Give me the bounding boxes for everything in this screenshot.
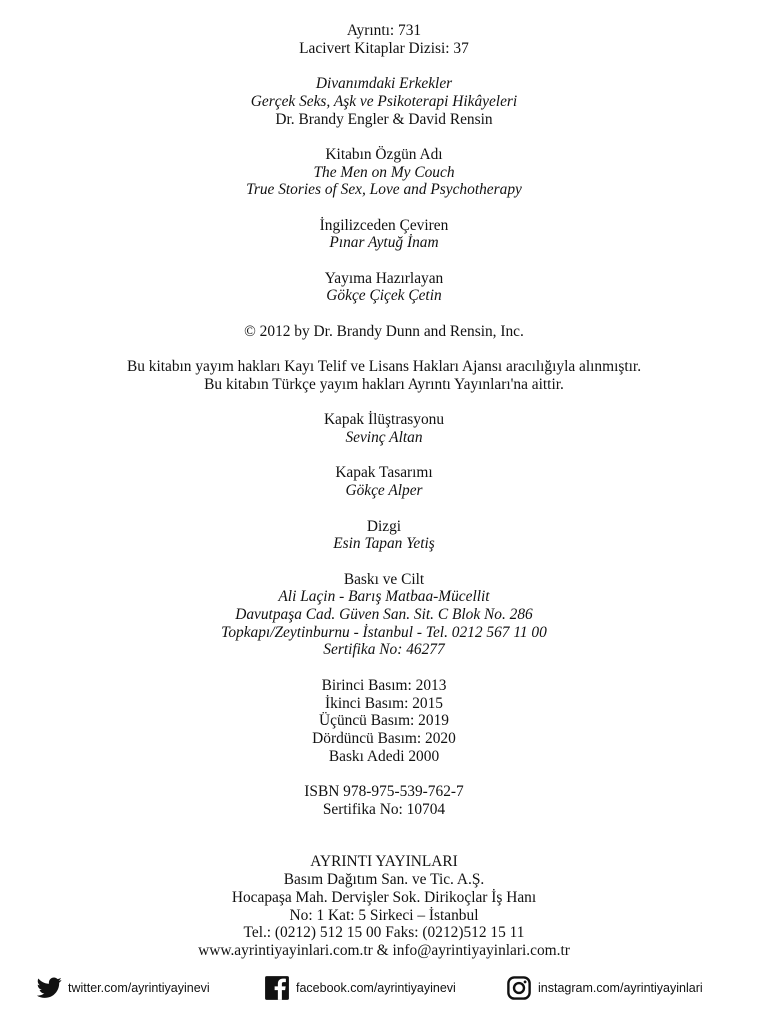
publisher-address-2: No: 1 Kat: 5 Sirkeci – İstanbul bbox=[289, 906, 479, 924]
editor-label: Yayıma Hazırlayan bbox=[324, 269, 444, 287]
twitter-link[interactable] bbox=[36, 972, 210, 1004]
cover-design-label: Kapak Tasarımı bbox=[335, 464, 433, 482]
translator-name: Pınar Aytuğ İnam bbox=[329, 234, 439, 252]
twitter-handle[interactable]: twitter.com/ayrintiyayinevi bbox=[68, 981, 210, 995]
instagram-link[interactable] bbox=[506, 972, 703, 1004]
cover-design-name: Gökçe Alper bbox=[345, 482, 423, 500]
cover-illustration-name: Sevinç Altan bbox=[345, 429, 423, 447]
printing-line-4: Sertifika No: 46277 bbox=[323, 641, 445, 659]
original-title-label: Kitabın Özgün Adı bbox=[325, 145, 443, 163]
publisher-address-1: Hocapaşa Mah. Dervişler Sok. Dirikoçlar İş Hanı bbox=[231, 888, 537, 906]
isbn: ISBN 978-975-539-762-7 bbox=[304, 783, 464, 801]
facebook-icon bbox=[264, 975, 290, 1001]
copyright-notice: © 2012 by Dr. Brandy Dunn and Rensin, Inc. bbox=[244, 322, 524, 340]
twitter-icon bbox=[36, 975, 62, 1001]
facebook-link[interactable] bbox=[264, 972, 456, 1004]
typesetting-label: Dizgi bbox=[366, 517, 402, 535]
typesetting-name: Esin Tapan Yetiş bbox=[333, 535, 435, 553]
publisher-phone: Tel.: (0212) 512 15 00 Faks: (0212)512 15 11 bbox=[243, 924, 525, 942]
book-authors: Dr. Brandy Engler & David Rensin bbox=[275, 110, 493, 128]
printing-line-2: Davutpaşa Cad. Güven San. Sit. C Blok No. 286 bbox=[235, 606, 533, 624]
edition-line: Üçüncü Basım: 2019 bbox=[319, 712, 449, 730]
translator-label: İngilizceden Çeviren bbox=[319, 216, 449, 234]
original-title: The Men on My Couch bbox=[313, 163, 455, 181]
edition-line: İkinci Basım: 2015 bbox=[325, 694, 443, 712]
cover-illustration-label: Kapak İlüştrasyonu bbox=[323, 411, 445, 429]
publisher-web[interactable]: www.ayrintiyayinlari.com.tr & info@ayrintiyayinlari.com.tr bbox=[198, 941, 570, 959]
edition-line: Dördüncü Basım: 2020 bbox=[312, 729, 456, 747]
series-collection: Lacivert Kitaplar Dizisi: 37 bbox=[299, 39, 469, 57]
imprint-page bbox=[0, 22, 768, 960]
editor-name: Gökçe Çiçek Çetin bbox=[326, 287, 442, 305]
printing-line-3: Topkapı/Zeytinburnu - İstanbul - Tel. 0212 567 11 00 bbox=[221, 623, 547, 641]
social-links bbox=[0, 972, 768, 1004]
publisher-name: AYRINTI YAYINLARI bbox=[310, 853, 458, 871]
series-number: Ayrıntı: 731 bbox=[346, 22, 422, 39]
original-subtitle: True Stories of Sex, Love and Psychotherapy bbox=[246, 181, 522, 199]
printing-label: Baskı ve Cilt bbox=[343, 570, 425, 588]
instagram-icon bbox=[506, 975, 532, 1001]
publisher-company: Basım Dağıtım San. ve Tic. A.Ş. bbox=[283, 871, 485, 889]
instagram-handle[interactable]: instagram.com/ayrintiyayinlari bbox=[538, 981, 703, 995]
book-title: Divanımdaki Erkekler bbox=[315, 75, 453, 93]
rights-line-1: Bu kitabın yayım hakları Kayı Telif ve Lisans Hakları Ajansı aracılığıyla alınmıştır. bbox=[126, 358, 642, 376]
book-subtitle: Gerçek Seks, Aşk ve Psikoterapi Hikâyeleri bbox=[250, 92, 518, 110]
print-run: Baskı Adedi 2000 bbox=[328, 747, 440, 765]
certificate-number: Sertifika No: 10704 bbox=[322, 800, 446, 818]
printing-line-1: Ali Laçin - Barış Matbaa-Mücellit bbox=[278, 588, 490, 606]
rights-line-2: Bu kitabın Türkçe yayım hakları Ayrıntı Yayınları'na aittir. bbox=[204, 375, 564, 393]
edition-line: Birinci Basım: 2013 bbox=[321, 676, 447, 694]
facebook-handle[interactable]: facebook.com/ayrintiyayinevi bbox=[296, 981, 456, 995]
